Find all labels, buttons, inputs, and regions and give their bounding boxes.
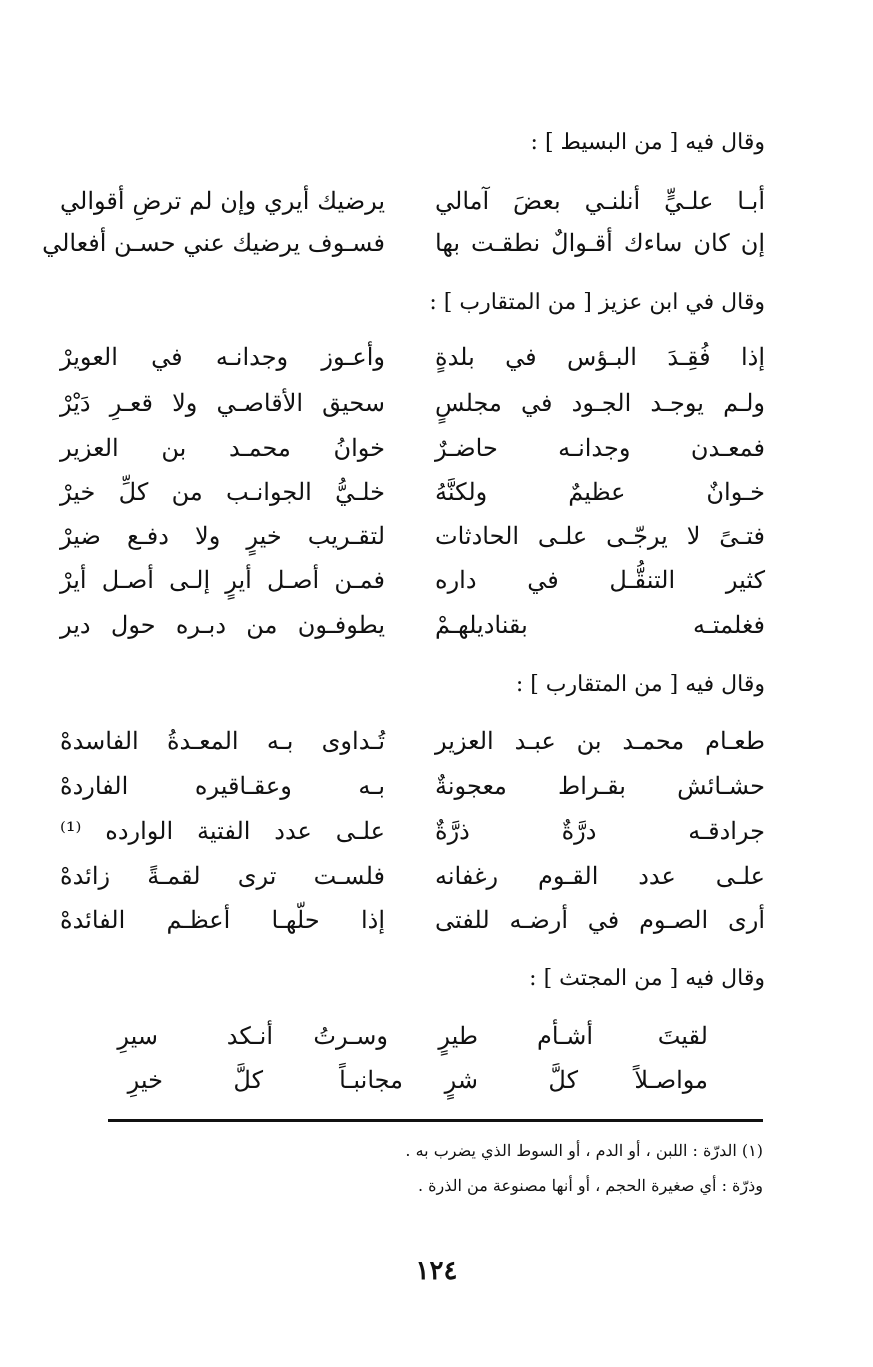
second-hemistich: يرضيك أيري وإن لم ترضِ أقوالي <box>60 187 385 215</box>
verse-line <box>60 817 765 857</box>
verse-word: شرٍ <box>444 1066 478 1094</box>
first-hemistich: فغلمتـه بقناديلهـمْ <box>435 611 765 639</box>
footnote: (١) الدرّة : اللبن ، أو الدم ، أو السوط الذي يضرب به . <box>405 1141 763 1160</box>
first-hemistich: كثير التنقُّـل في داره <box>435 566 765 594</box>
second-hemistich: خلـيُّ الجوانـب من كلِّ خيرْ <box>60 478 385 506</box>
first-hemistich: أبـا علـيٍّ أنلنـي بعضَ آمالي <box>435 187 765 215</box>
verse-word: سيرِ <box>117 1022 158 1050</box>
verse-word: وسـرتُ <box>313 1022 388 1050</box>
second-hemistich: فمـن أصـل أيرٍ إلـى أصـل أيرْ <box>60 566 385 594</box>
verse-word: كلَّ <box>548 1066 578 1094</box>
short-verse-line <box>108 1066 708 1110</box>
verse-word: لقيتَ <box>657 1022 708 1050</box>
verse-line <box>42 229 765 269</box>
verse-line <box>60 772 765 812</box>
verse-word: أشـأم <box>537 1022 593 1050</box>
second-hemistich: تُـداوى بـه المعـدةُ الفاسدهْ <box>60 727 385 755</box>
footnote: وذرّة : أي صغيرة الحجم ، أو أنها مصنوعة من الذرة . <box>417 1176 763 1195</box>
first-hemistich: جرادقـه درَّةٌ ذرَّةٌ <box>435 817 765 845</box>
verse-line <box>60 611 765 651</box>
verse-line <box>60 522 765 562</box>
first-hemistich: إن كان ساءك أقـوالٌ نطقـت بها <box>435 229 765 257</box>
verse-line <box>60 389 765 429</box>
verse-line <box>60 478 765 518</box>
verse-word: خيرِ <box>127 1066 163 1094</box>
page-number: ١٢٤ <box>415 1256 458 1286</box>
verse-word: مواصـلاً <box>634 1066 708 1094</box>
second-hemistich: إذا حلّهـا أعظـم الفائدهْ <box>60 906 385 934</box>
verse-line <box>60 906 765 946</box>
short-verse-line <box>108 1022 708 1066</box>
second-hemistich: لتقـريب خيرٍ ولا دفـع ضيرْ <box>60 522 385 550</box>
footnote-divider <box>108 1119 763 1122</box>
verse-word: طيرٍ <box>438 1022 478 1050</box>
second-hemistich: وأعـوز وجدانـه في العويرْ <box>60 343 385 371</box>
first-hemistich: حشـائش بقـراط معجونةٌ <box>435 772 765 800</box>
first-hemistich: أرى الصـوم في أرضـه للفتى <box>435 906 765 934</box>
verse-line <box>60 566 765 606</box>
second-hemistich: فلسـت ترى لقمـةً زائدهْ <box>60 862 385 890</box>
verse-line <box>60 187 765 227</box>
second-hemistich: فسـوف يرضيك عني حسـن أفعالي <box>42 229 385 257</box>
first-hemistich: علـى عدد القـوم رغفانه <box>435 862 765 890</box>
verse-word: مجانبـاً <box>339 1066 403 1094</box>
poem-heading: وقال في ابن عزيز [ من المتقارب ] : <box>429 290 765 315</box>
verse-word: أنـكد <box>226 1022 273 1050</box>
first-hemistich: فتـىً لا يرجّـى علـى الحادثات <box>435 522 765 550</box>
second-hemistich: بـه وعقـاقيره الفاردهْ <box>60 772 385 800</box>
first-hemistich: خـوانٌ عظيمٌ ولكنَّهُ <box>435 478 765 506</box>
verse-line <box>60 727 765 767</box>
second-hemistich: سحيق الأقاصـي ولا قعـرِ دَيْرْ <box>60 389 385 417</box>
second-hemistich: علـى عدد الفتية الوارده ⁽¹⁾ <box>60 817 385 845</box>
verse-line <box>60 862 765 902</box>
first-hemistich: إذا فُقِـدَ البـؤس في بلدةٍ <box>435 343 765 371</box>
second-hemistich: يطوفـون من دبـره حول دير <box>60 611 385 639</box>
poem-heading: وقال فيه [ من المتقارب ] : <box>515 672 765 697</box>
first-hemistich: ولـم يوجـد الجـود في مجلسٍ <box>435 389 765 417</box>
verse-line <box>60 434 765 474</box>
verse-word: كلَّ <box>233 1066 263 1094</box>
poem-heading: وقال فيه [ من البسيط ] : <box>530 130 765 155</box>
poem-heading: وقال فيه [ من المجتث ] : <box>529 966 765 991</box>
second-hemistich: خوانُ محمـد بن العزير <box>60 434 385 462</box>
first-hemistich: فمعـدن وجدانـه حاضـرٌ <box>435 434 765 462</box>
verse-line <box>60 343 765 383</box>
first-hemistich: طعـام محمـد بن عبـد العزير <box>435 727 765 755</box>
